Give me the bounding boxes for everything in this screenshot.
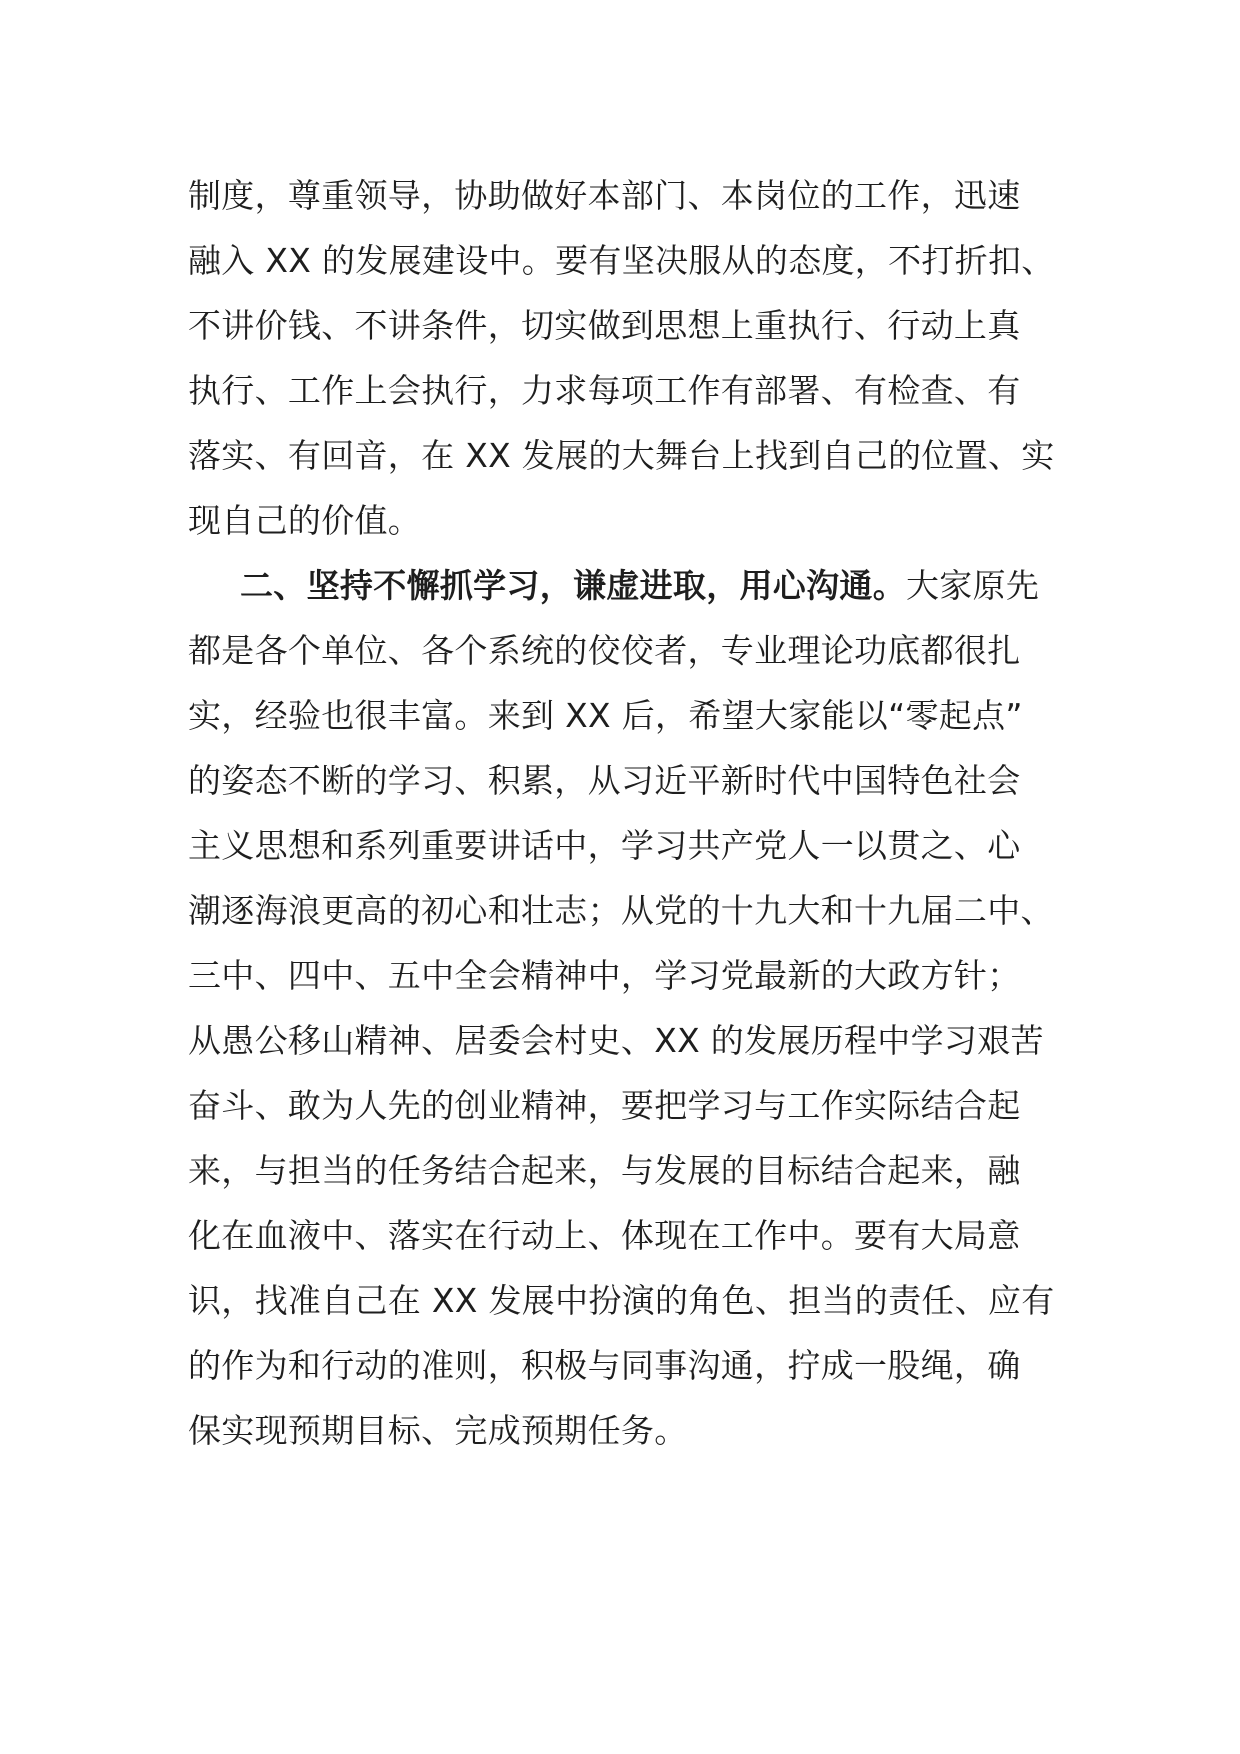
text-line: 三中、四中、五中全会精神中，学习党最新的大政方针；: [188, 956, 1021, 995]
heading-followup-text: 大家原先: [906, 566, 1040, 605]
text-line: 保实现预期目标、完成预期任务。: [188, 1411, 688, 1450]
text-line: 奋斗、敢为人先的创业精神，要把学习与工作实际结合起: [188, 1086, 1021, 1125]
text-line: 制度，尊重领导，协助做好本部门、本岗位的工作，迅速: [188, 176, 1021, 215]
text-line: 融入 XX 的发展建设中。要有坚决服从的态度，不打折扣、: [188, 241, 1055, 280]
text-line: 主义思想和系列重要讲话中，学习共产党人一以贯之、心: [188, 826, 1021, 865]
paragraph-first-line: [188, 553, 1058, 618]
paragraph-1: [188, 163, 1058, 553]
text-line: 识，找准自己在 XX 发展中扮演的角色、担当的责任、应有: [188, 1281, 1055, 1320]
text-line: 化在血液中、落实在行动上、体现在工作中。要有大局意: [188, 1216, 1021, 1255]
text-line: 从愚公移山精神、居委会村史、XX 的发展历程中学习艰苦: [188, 1021, 1044, 1060]
text-line: 落实、有回音，在 XX 发展的大舞台上找到自己的位置、实: [188, 436, 1055, 475]
document-page: [188, 163, 1058, 1463]
text-line: 的作为和行动的准则，积极与同事沟通，拧成一股绳，确: [188, 1346, 1021, 1385]
text-line: 来，与担当的任务结合起来，与发展的目标结合起来，融: [188, 1151, 1021, 1190]
text-line: 都是各个单位、各个系统的佼佼者，专业理论功底都很扎: [188, 631, 1021, 670]
text-line: 实，经验也很丰富。来到 XX 后，希望大家能以“零起点”: [188, 696, 1023, 735]
text-line: 现自己的价值。: [188, 501, 422, 540]
text-line: 不讲价钱、不讲条件，切实做到思想上重执行、行动上真: [188, 306, 1021, 345]
paragraph-2: [188, 553, 1058, 1463]
section-heading: 二、坚持不懈抓学习，谦虚进取，用心沟通。: [240, 566, 906, 605]
text-line: 潮逐海浪更高的初心和壮志；从党的十九大和十九届二中、: [188, 891, 1054, 930]
text-line: 执行、工作上会执行，力求每项工作有部署、有检查、有: [188, 371, 1021, 410]
text-line: 的姿态不断的学习、积累，从习近平新时代中国特色社会: [188, 761, 1021, 800]
